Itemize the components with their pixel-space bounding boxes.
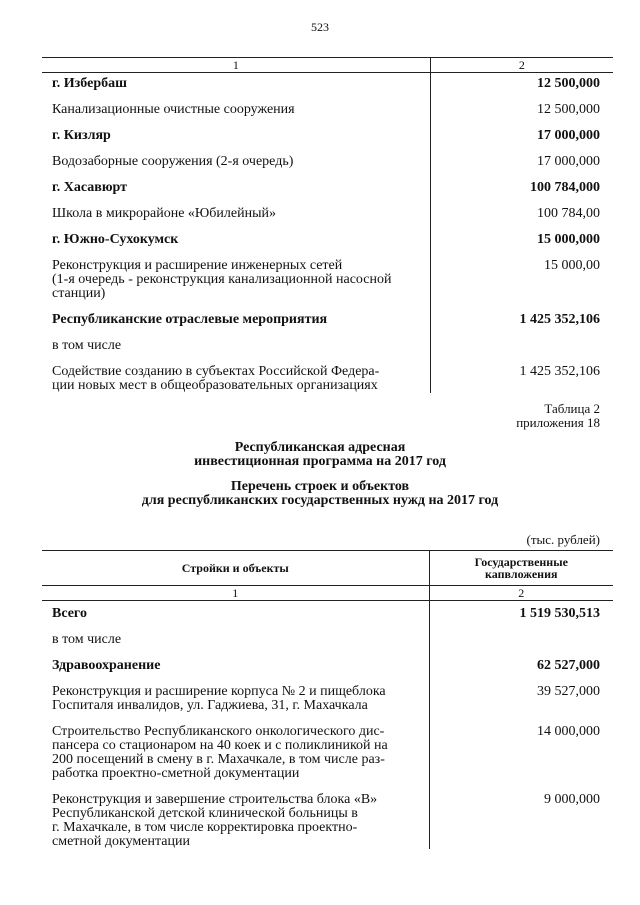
table-note-line-1: Таблица 2 (544, 401, 600, 416)
row-value: 1 425 352,106 (430, 353, 613, 393)
column-number-2: 2 (430, 58, 613, 73)
row-name: Водозаборные сооружения (2-я очередь) (52, 154, 294, 169)
row-name: Реконструкция и расширение инженерных сетей (1-я очередь - реконструкция канализационной насосной станции) (52, 258, 392, 301)
column-number-2: 2 (429, 586, 613, 601)
table-row (42, 169, 613, 195)
row-value (430, 327, 613, 353)
column-number-1: 1 (42, 586, 429, 601)
row-name: Республиканские отраслевые мероприятия (52, 312, 328, 327)
row-value: 12 500,000 (430, 73, 613, 92)
row-value: 100 784,00 (430, 195, 613, 221)
page-number: 523 (311, 20, 329, 34)
row-value: 1 519 530,513 (429, 601, 613, 622)
column-numbers-row (42, 586, 613, 601)
row-name: Школа в микрорайоне «Юбилейный» (52, 206, 276, 221)
table-row (42, 221, 613, 247)
table-row (42, 247, 613, 301)
row-name: Содействие созданию в субъектах Российской Федера- ции новых мест в общеобразовательных организациях (52, 364, 380, 393)
row-name: г. Южно-Сухокумск (52, 232, 179, 247)
row-value: 9 000,000 (429, 781, 613, 849)
row-value: 100 784,000 (430, 169, 613, 195)
row-value: 12 500,000 (430, 91, 613, 117)
table-row (42, 327, 613, 353)
row-value: 17 000,000 (430, 117, 613, 143)
table-row (42, 117, 613, 143)
table-row (42, 143, 613, 169)
header-investments: Государственные капвложения (429, 551, 613, 586)
row-value: 1 425 352,106 (430, 301, 613, 327)
row-name: Канализационные очистные сооружения (52, 102, 295, 117)
row-value (429, 621, 613, 647)
row-value: 17 000,000 (430, 143, 613, 169)
table-row (42, 601, 613, 622)
table-row (42, 781, 613, 849)
row-value: 15 000,000 (430, 221, 613, 247)
table-row (42, 621, 613, 647)
program-title-line-1: Республиканская адресная (234, 440, 406, 455)
program-title-line-2: инвестиционная программа на 2017 год (194, 454, 446, 469)
row-name: Реконструкция и завершение строительства блока «В» Республиканской детской клинической больницы в г. Махачкале, в том числе корректировка проектно- сметной документации (52, 792, 378, 849)
column-number-1: 1 (42, 58, 430, 73)
row-name: Здравоохранение (52, 658, 161, 673)
table-1 (42, 57, 613, 393)
table-row (42, 73, 613, 92)
row-name: Реконструкция и расширение корпуса № 2 и пищеблока Госпиталя инвалидов, ул. Гаджиева, 31, г. Махачкала (52, 684, 386, 713)
table-row (42, 673, 613, 713)
row-name: г. Избербаш (52, 76, 127, 91)
table-2-header-row (42, 551, 613, 586)
row-name: г. Хасавюрт (52, 180, 128, 195)
list-title-line-1: Перечень строек и объектов (230, 479, 410, 494)
row-name: Строительство Республиканского онкологического дис- пансера со стационаром на 40 коек и с поликлиникой на 200 посещений в смену в г. Махачкале, в том числе раз- работка проектно-сметной документации (52, 724, 388, 781)
table-row (42, 647, 613, 673)
row-value: 15 000,00 (430, 247, 613, 301)
list-title-line-2: для республиканских государственных нужд на 2017 год (141, 493, 499, 508)
table-row (42, 353, 613, 393)
table-row (42, 301, 613, 327)
row-name: в том числе (52, 338, 122, 353)
row-name: Всего (52, 606, 87, 621)
table-2 (42, 550, 613, 849)
row-value: 39 527,000 (429, 673, 613, 713)
column-numbers-row (42, 58, 613, 73)
table-note-line-2: приложения 18 (516, 415, 600, 430)
table-row (42, 91, 613, 117)
row-name: в том числе (52, 632, 122, 647)
header-objects: Стройки и объекты (42, 551, 429, 586)
table-row (42, 195, 613, 221)
table-note (516, 402, 600, 430)
units-label: (тыс. рублей) (526, 532, 600, 547)
row-value: 14 000,000 (429, 713, 613, 781)
row-name: г. Кизляр (52, 128, 111, 143)
row-value: 62 527,000 (429, 647, 613, 673)
table-row (42, 713, 613, 781)
